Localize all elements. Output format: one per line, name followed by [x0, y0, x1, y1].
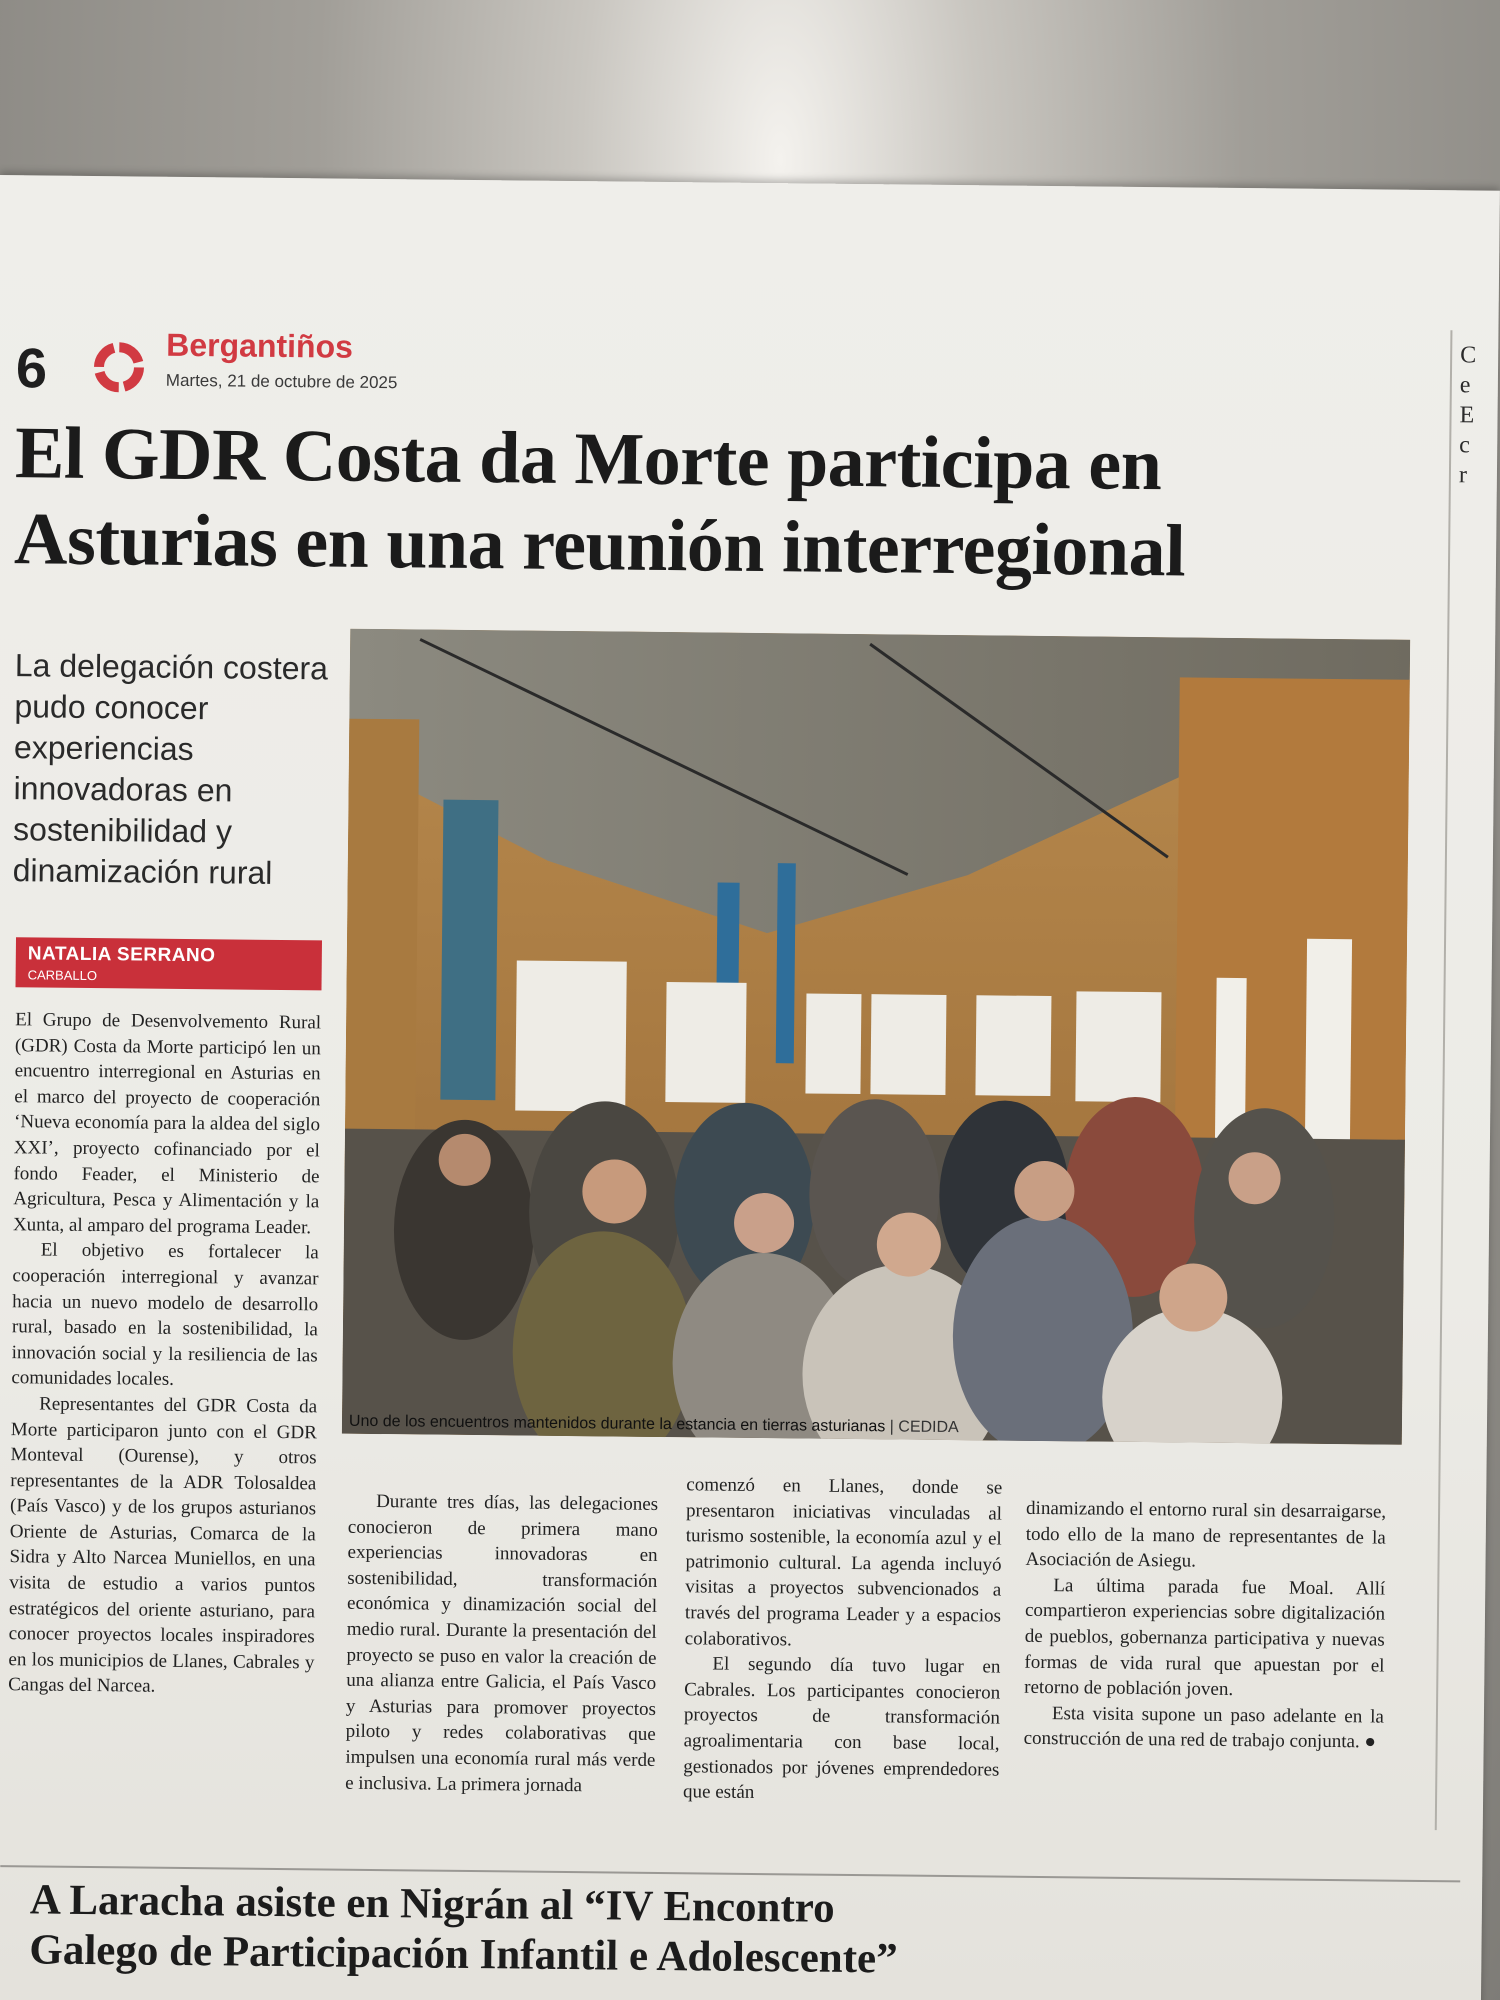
paragraph: dinamizando el entorno rural sin desarraigarse, todo ello de la mano de representantes de la Asociación de Asiegu.: [1025, 1497, 1387, 1572]
author-location: CARBALLO: [27, 967, 98, 984]
adjacent-fragment: E: [1459, 402, 1475, 429]
adjacent-fragment: e: [1459, 372, 1471, 399]
headline-line-2: Asturias en una reunión interregional: [13, 498, 1186, 593]
next-headline-line-2: Galego de Participación Infantil e Adolescente”: [29, 1926, 898, 1983]
author-name: NATALIA SERRANO: [27, 943, 216, 967]
paragraph: La última parada fue Moal. Allí compartieron experiencias sobre digitalización de pueblos, gobernanza participativa y nuevas formas de vida rural que apuestan por el retorno de población joven.: [1024, 1574, 1386, 1701]
page-number: 6: [15, 336, 48, 400]
paragraph: Esta visita supone un paso adelante en la construcción de una red de trabajo conjunta. ●: [1023, 1702, 1385, 1753]
newspaper-page: [0, 175, 1500, 2000]
next-headline-line-1: A Laracha asiste en Nigrán al “IV Encontro: [29, 1876, 835, 1932]
column-divider: [1435, 330, 1453, 1830]
paragraph: El objetivo es fortalecer la cooperación interregional y avanzar hacia un nuevo modelo de desarrollo rural, basado en la sostenibilidad, la innovación social y la resiliencia de las comunidades locales.: [11, 1239, 319, 1391]
paragraph: Representantes del GDR Costa da Morte participaron junto con el GDR Monteval (Ourense), y otros representantes de la ADR Tolosaldea (País Vasco) y de los grupos asturianos Oriente de Asturias, Comarca de la Sidra y Alto Narcea Muniellos, en una visita de estudio a varios puntos estratégicos del oriente asturiano, para conocer proyectos locales inspiradores en los municipios de Llanes, Cabrales y Cangas del Narcea.: [8, 1393, 318, 1698]
photo-credit: | CEDIDA: [885, 1418, 959, 1437]
paragraph: Durante tres días, las delegaciones conocieron de primera mano experiencias innovadoras en sostenibilidad, transformación económica y dinamización social del medio rural. Durante la presentación del proyecto se puso en valor la creación de una alianza entre Galicia, el País Vasco y Asturias para promover proyectos piloto y redes colaborativas que impulsen una economía rural más verde e inclusiva. La primera jornada: [345, 1491, 659, 1796]
author-badge: [15, 937, 322, 990]
issue-date: Martes, 21 de octubre de 2025: [165, 370, 398, 393]
article-headline: [14, 410, 1436, 597]
adjacent-fragment: r: [1458, 462, 1468, 489]
caption-text: Uno de los encuentros mantenidos durante la estancia en tierras asturianas: [348, 1412, 886, 1436]
adjacent-column: [1459, 340, 1500, 490]
adjacent-fragment: C: [1460, 342, 1477, 369]
body-column-4: [1024, 1496, 1387, 1756]
body-column-3: [683, 1472, 1002, 1808]
article-subheadline: La delegación costera pudo conocer experiencias innovadoras en sostenibilidad y dinamización rural: [12, 647, 329, 891]
headline-line-1: El GDR Costa da Morte participa en: [14, 412, 1162, 507]
body-column-1: [8, 1007, 321, 1701]
ring-logo-icon: [90, 338, 149, 397]
paragraph: comenzó en Llanes, donde se presentaron iniciativas vinculadas al turismo sostenible, la economía azul y el patrimonio cultural. La agenda incluyó visitas a proyectos subvencionados a través del programa Leader y a espacios colaborativos.: [684, 1474, 1003, 1650]
meeting-photo: [342, 629, 1410, 1445]
paragraph: El Grupo de Desenvolvemento Rural (GDR) Costa da Morte participó len un encuentro interregional en Asturias en el marco del proyecto de cooperación ‘Nueva economía para la aldea del siglo XXI’, proyecto cofinanciado por el fondo Feader, el Ministerio de Agricultura, Pesca y Alimentación y la Xunta, al amparo del programa Leader.: [12, 1009, 322, 1239]
adjacent-fragment: c: [1459, 432, 1471, 459]
paragraph: El segundo día tuvo lugar en Cabrales. Los participantes conocieron proyectos de transformación agroalimentaria con base local, gestionados por jóvenes emprendedores que están: [682, 1653, 1001, 1804]
section-name: Bergantiños: [166, 326, 354, 365]
next-article-headline: [29, 1875, 1130, 1987]
body-column-2: [345, 1489, 658, 1799]
